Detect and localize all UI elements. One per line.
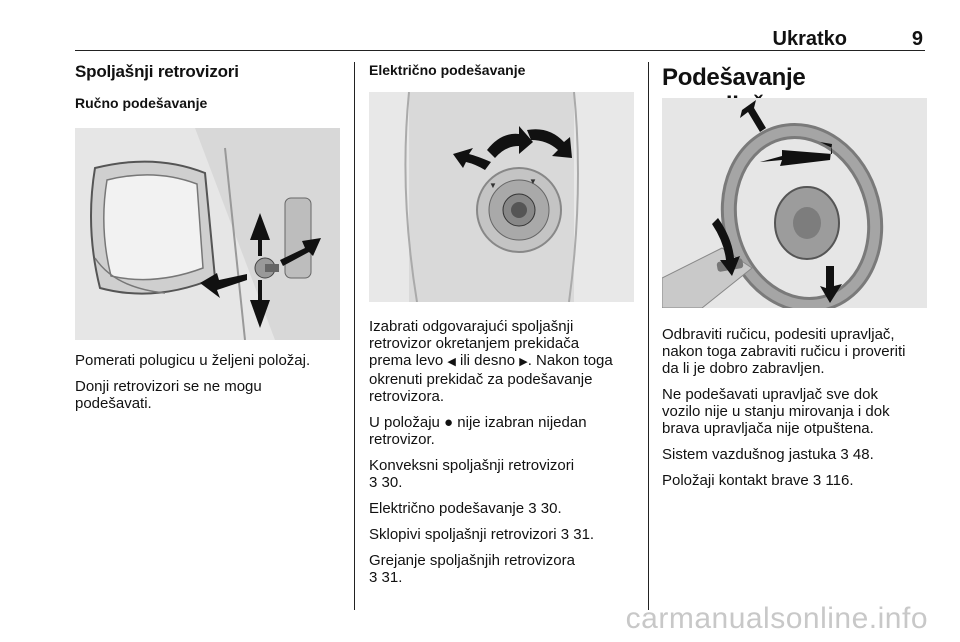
manual-mirror-illustration [75, 128, 340, 340]
ref-airbag: Sistem vazdušnog jastuka 3 48. [662, 446, 874, 463]
ref-electric: Električno podešavanje 3 30. [369, 500, 562, 517]
neutral-dot-icon: ● [444, 414, 454, 431]
ref-convex-1: Konveksni spoljašnji retrovizori [369, 457, 575, 474]
right-arrow-icon: ▶ [519, 356, 528, 368]
column-mirrors [75, 62, 340, 111]
paragraph-unlock-1: Odbraviti ručicu, podesiti upravljač, [662, 326, 895, 343]
steering-wheel-illustration [662, 98, 927, 308]
ref-heated-1: Grejanje spoljašnjih retrovizora [369, 552, 575, 569]
paragraph-select-mirror-1: Izabrati odgovarajući spoljašnji [369, 318, 574, 335]
ref-folding: Sklopivi spoljašnji retrovizori 3 31. [369, 526, 595, 543]
column-electric [369, 62, 634, 78]
text-position-pre: U položaju [369, 414, 445, 431]
column-mirrors-body [75, 352, 340, 412]
text-left-mid: ili desno [455, 352, 520, 369]
paragraph-warning-1: Ne podešavati upravljač sve dok [662, 386, 878, 403]
paragraph-lower-mirrors-1: Donji retrovizori se ne mogu [75, 378, 262, 395]
text-left-pre: prema levo [369, 352, 448, 369]
ref-convex-2: 3 30. [369, 474, 403, 491]
paragraph-select-mirror-3 [369, 352, 634, 371]
ref-ignition: Položaji kontakt brave 3 116. [662, 472, 854, 489]
svg-text:▼: ▼ [529, 177, 537, 186]
subheading-manual: Ručno podešavanje [75, 95, 208, 111]
paragraph-unlock-2: nakon toga zabraviti ručicu i proveriti [662, 343, 906, 360]
paragraph-lower-mirrors-2: podešavati. [75, 395, 152, 412]
paragraph-position-2: retrovizor. [369, 431, 435, 448]
paragraph-position-1 [369, 414, 634, 431]
ref-heated-2: 3 31. [369, 569, 403, 586]
paragraph-select-mirror-5: retrovizora. [369, 388, 445, 405]
paragraph-warning-3: brava upravljača nije otpuštena. [662, 420, 874, 437]
subheading-electric: Električno podešavanje [369, 62, 526, 78]
column-electric-body [369, 318, 634, 586]
text-position-post: nije izabran nijedan [453, 414, 587, 431]
page-header [75, 28, 925, 50]
paragraph-warning-2: vozilo nije u stanju mirovanja i dok [662, 403, 890, 420]
svg-text:▼: ▼ [489, 181, 497, 190]
column-divider-2 [648, 62, 649, 610]
section-heading-mirrors: Spoljašnji retrovizori [75, 62, 239, 81]
column-steering-body [662, 326, 927, 489]
paragraph-select-mirror-4: okrenuti prekidač za podešavanje [369, 371, 593, 388]
watermark: carmanualsonline.info [625, 602, 928, 635]
paragraph-manual-adjust: Pomerati polugicu u željeni položaj. [75, 352, 311, 369]
section-heading-steering: Podešavanje [662, 64, 806, 91]
section-title: Ukratko [772, 28, 847, 50]
column-divider-1 [354, 62, 355, 610]
left-arrow-icon: ◀ [447, 356, 456, 368]
text-left-post: . Nakon toga [527, 352, 613, 369]
header-rule [75, 50, 925, 51]
paragraph-unlock-3: da li je dobro zabravljen. [662, 360, 825, 377]
paragraph-select-mirror-2: retrovizor okretanjem prekidača [369, 335, 580, 352]
electric-switch-illustration [369, 92, 634, 302]
page-number: 9 [911, 28, 923, 50]
